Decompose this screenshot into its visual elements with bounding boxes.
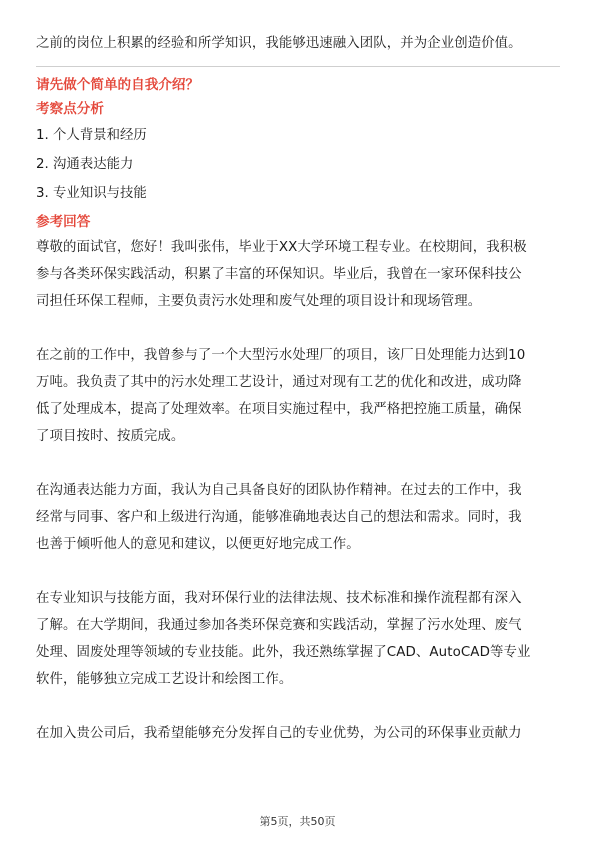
answer-paragraph — [36, 234, 560, 315]
answer-line: 处理、固废处理等领域的专业技能。此外，我还熟练掌握了CAD、AutoCAD等专业 — [36, 645, 531, 660]
answer-paragraph — [36, 720, 560, 747]
list-item: 1. 个人背景和经历 — [36, 128, 147, 143]
answer-paragraph — [36, 342, 560, 450]
paragraph-gap — [36, 558, 560, 585]
answer-line: 了解。在大学期间，我通过参加各类环保竞赛和实践活动，掌握了污水处理、废气 — [36, 618, 522, 633]
answer-line: 经常与同事、客户和上级进行沟通，能够准确地表达自己的想法和需求。同时，我 — [36, 510, 522, 525]
intro-tail-text: 之前的岗位上积累的经验和所学知识，我能够迅速融入团队，并为企业创造价值。 — [36, 36, 522, 51]
answer-line: 万吨。我负责了其中的污水处理工艺设计，通过对现有工艺的优化和改进，成功降 — [36, 375, 522, 390]
analysis-heading: 考察点分析 — [36, 101, 104, 117]
answer-line: 参与各类环保实践活动，积累了丰富的环保知识。毕业后，我曾在一家环保科技公 — [36, 267, 522, 282]
answer-line: 在加入贵公司后，我希望能够充分发挥自己的专业优势，为公司的环保事业贡献力 — [36, 726, 522, 741]
document-page — [36, 30, 560, 747]
list-item: 2. 沟通表达能力 — [36, 157, 134, 172]
answer-heading: 参考回答 — [36, 214, 91, 230]
answer-line: 尊敬的面试官，您好！我叫张伟，毕业于XX大学环境工程专业。在校期间，我积极 — [36, 240, 527, 255]
answer-line: 软件，能够独立完成工艺设计和绘图工作。 — [36, 672, 293, 687]
paragraph-gap — [36, 450, 560, 477]
answer-line: 低了处理成本，提高了处理效率。在项目实施过程中，我严格把控施工质量，确保 — [36, 402, 522, 417]
answer-line: 司担任环保工程师，主要负责污水处理和废气处理的项目设计和现场管理。 — [36, 294, 482, 309]
answer-line: 在沟通表达能力方面，我认为自己具备良好的团队协作精神。在过去的工作中，我 — [36, 483, 522, 498]
divider — [36, 66, 560, 67]
answer-line: 在专业知识与技能方面，我对环保行业的法律法规、技术标准和操作流程都有深入 — [36, 591, 522, 606]
analysis-list — [36, 121, 560, 208]
paragraph-gap — [36, 693, 560, 720]
answer-line: 在之前的工作中，我曾参与了一个大型污水处理厂的项目，该厂日处理能力达到10 — [36, 348, 526, 363]
answer-line: 了项目按时、按质完成。 — [36, 429, 185, 444]
question-title: 请先做个简单的自我介绍？ — [36, 77, 200, 93]
answer-line: 也善于倾听他人的意见和建议，以便更好地完成工作。 — [36, 537, 360, 552]
answer-paragraph — [36, 585, 560, 693]
answer-paragraph — [36, 477, 560, 558]
page-number: 第5页，共50页 — [259, 815, 336, 828]
paragraph-gap — [36, 315, 560, 342]
list-item: 3. 专业知识与技能 — [36, 186, 147, 201]
